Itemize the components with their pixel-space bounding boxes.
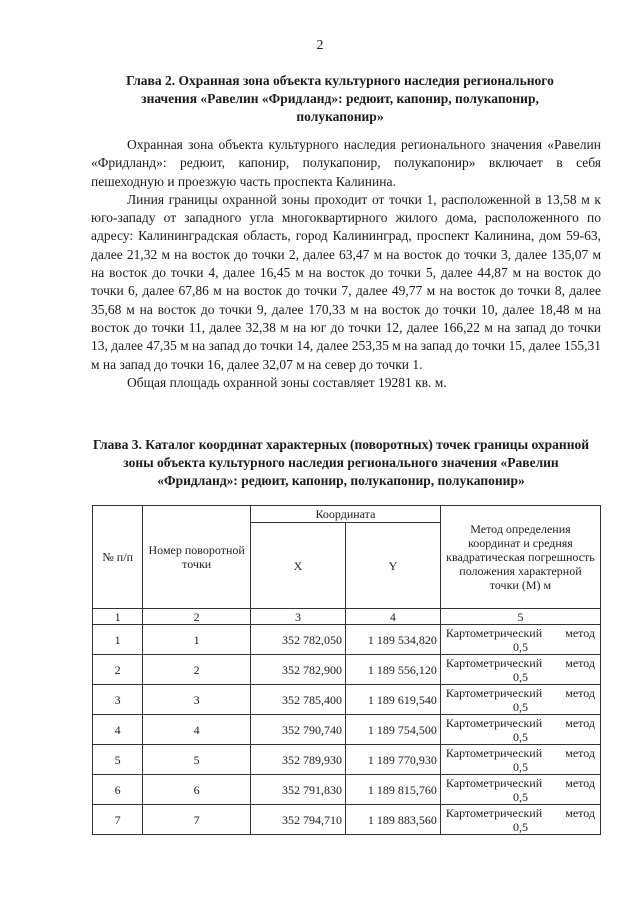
accuracy-value: 0,5 bbox=[512, 760, 528, 774]
header-x: X bbox=[250, 523, 345, 609]
method-word: метод bbox=[565, 746, 595, 760]
paragraph-boundary-line: Линия границы охранной зоны проходит от точки 1, расположенной в 13,58 м к юго-западу от западного угла многоквартирного жилого дома, расположенного по адресу: Калининградская область, город Калининград, проспект Калинина, дом 59-63, далее 21,32 м на восток до точки 2, далее 63,47 м на восток до точки 3, далее 135,07 м на восток до точки 4, далее 16,45 м на восток до точки 5, далее 44,87 м на восток до точки 6, далее 67,86 м на восток до точки 7, далее 49,77 м на восток до точки 8, далее 35,68 м на восток до точки 9, далее 170,33 м на восток до точки 10, далее 18,48 м на восток до точки 11, далее 32,38 м на юг до точки 12, далее 166,22 м на запад до точки 13, далее 47,35 м на запад до точки 14, далее 253,35 м на запад до точки 15, далее 155,31 м на запад до точки 16, далее 32,07 м на север до точки 1. bbox=[91, 191, 601, 372]
method-name: Картометрический bbox=[445, 686, 543, 700]
header-coordinate: Координата bbox=[250, 506, 440, 523]
method-line bbox=[444, 686, 597, 700]
paragraph-total-area: Общая площадь охранной зоны составляет 19281 кв. м. bbox=[127, 374, 447, 390]
method-cell bbox=[440, 625, 600, 655]
method-name: Картометрический bbox=[445, 746, 543, 760]
method-word: метод bbox=[565, 686, 595, 700]
x-cell: 352 790,740 bbox=[250, 715, 345, 745]
method-name: Картометрический bbox=[445, 656, 543, 670]
method-line bbox=[444, 626, 597, 640]
point-cell: 1 bbox=[143, 625, 251, 655]
index-cell: 5 bbox=[440, 609, 600, 625]
y-cell: 1 189 556,120 bbox=[345, 655, 440, 685]
table-row bbox=[93, 685, 601, 715]
y-cell: 1 189 815,760 bbox=[345, 775, 440, 805]
x-cell: 352 794,710 bbox=[250, 805, 345, 835]
method-word: метод bbox=[565, 656, 595, 670]
method-word: метод bbox=[565, 776, 595, 790]
accuracy-value: 0,5 bbox=[512, 670, 528, 684]
num-cell: 1 bbox=[93, 625, 143, 655]
chapter-3-title: Глава 3. Каталог координат характерных (поворотных) точек границы охранной зоны объекта культурного наследия регионального значения «Равелин «Фридланд»: редюит, капонир, полукапонир, полукапонир» bbox=[92, 437, 589, 488]
index-cell: 3 bbox=[250, 609, 345, 625]
x-cell: 352 782,900 bbox=[250, 655, 345, 685]
x-cell: 352 789,930 bbox=[250, 745, 345, 775]
method-name: Картометрический bbox=[445, 716, 543, 730]
chapter-2-body bbox=[91, 136, 601, 392]
method-line bbox=[444, 716, 597, 730]
index-cell: 1 bbox=[93, 609, 143, 625]
y-cell: 1 189 883,560 bbox=[345, 805, 440, 835]
method-cell bbox=[440, 805, 600, 835]
y-cell: 1 189 770,930 bbox=[345, 745, 440, 775]
accuracy-value: 0,5 bbox=[512, 790, 528, 804]
point-cell: 2 bbox=[143, 655, 251, 685]
num-cell: 6 bbox=[93, 775, 143, 805]
method-name: Картометрический bbox=[445, 806, 543, 820]
header-method: Метод определения координат и средняя квадратическая погрешность положения характерной точки (М) м bbox=[440, 506, 600, 609]
y-cell: 1 189 619,540 bbox=[345, 685, 440, 715]
num-cell: 5 bbox=[93, 745, 143, 775]
method-line bbox=[444, 746, 597, 760]
method-cell bbox=[440, 715, 600, 745]
chapter-2-title: Глава 2. Охранная зона объекта культурного наследия регионального значения «Равелин «Фридланд»: редюит, капонир, полукапонир, полукапонир» bbox=[126, 73, 554, 124]
y-cell: 1 189 754,500 bbox=[345, 715, 440, 745]
coordinates-table bbox=[92, 505, 601, 835]
method-cell bbox=[440, 745, 600, 775]
table-row bbox=[93, 805, 601, 835]
table-row bbox=[93, 745, 601, 775]
method-word: метод bbox=[565, 716, 595, 730]
header-y: Y bbox=[345, 523, 440, 609]
accuracy-value: 0,5 bbox=[512, 640, 528, 654]
index-cell: 4 bbox=[345, 609, 440, 625]
point-cell: 3 bbox=[143, 685, 251, 715]
num-cell: 4 bbox=[93, 715, 143, 745]
accuracy-value: 0,5 bbox=[512, 730, 528, 744]
method-line bbox=[444, 806, 597, 820]
method-name: Картометрический bbox=[445, 776, 543, 790]
table-row bbox=[93, 625, 601, 655]
method-line bbox=[444, 656, 597, 670]
method-cell bbox=[440, 655, 600, 685]
x-cell: 352 785,400 bbox=[250, 685, 345, 715]
method-word: метод bbox=[565, 806, 595, 820]
method-name: Картометрический bbox=[445, 626, 543, 640]
point-cell: 7 bbox=[143, 805, 251, 835]
table-row bbox=[93, 715, 601, 745]
method-cell bbox=[440, 685, 600, 715]
method-cell bbox=[440, 775, 600, 805]
accuracy-value: 0,5 bbox=[512, 700, 528, 714]
method-line bbox=[444, 776, 597, 790]
accuracy-value: 0,5 bbox=[512, 820, 528, 834]
point-cell: 4 bbox=[143, 715, 251, 745]
table-row bbox=[93, 655, 601, 685]
page-number: 2 bbox=[316, 38, 324, 53]
num-cell: 3 bbox=[93, 685, 143, 715]
num-cell: 2 bbox=[93, 655, 143, 685]
y-cell: 1 189 534,820 bbox=[345, 625, 440, 655]
table-header-row bbox=[93, 506, 601, 523]
num-cell: 7 bbox=[93, 805, 143, 835]
point-cell: 5 bbox=[143, 745, 251, 775]
header-num: № п/п bbox=[93, 506, 143, 609]
header-point: Номер поворотной точки bbox=[143, 506, 251, 609]
x-cell: 352 791,830 bbox=[250, 775, 345, 805]
paragraph-includes: Охранная зона объекта культурного наследия регионального значения «Равелин «Фридланд»: редюит, капонир, полукапонир, полукапонир» включает в себя пешеходную и проезжую часть проспекта Калинина. bbox=[91, 137, 601, 189]
point-cell: 6 bbox=[143, 775, 251, 805]
table-index-row bbox=[93, 609, 601, 625]
x-cell: 352 782,050 bbox=[250, 625, 345, 655]
index-cell: 2 bbox=[143, 609, 251, 625]
method-word: метод bbox=[565, 626, 595, 640]
table-row bbox=[93, 775, 601, 805]
